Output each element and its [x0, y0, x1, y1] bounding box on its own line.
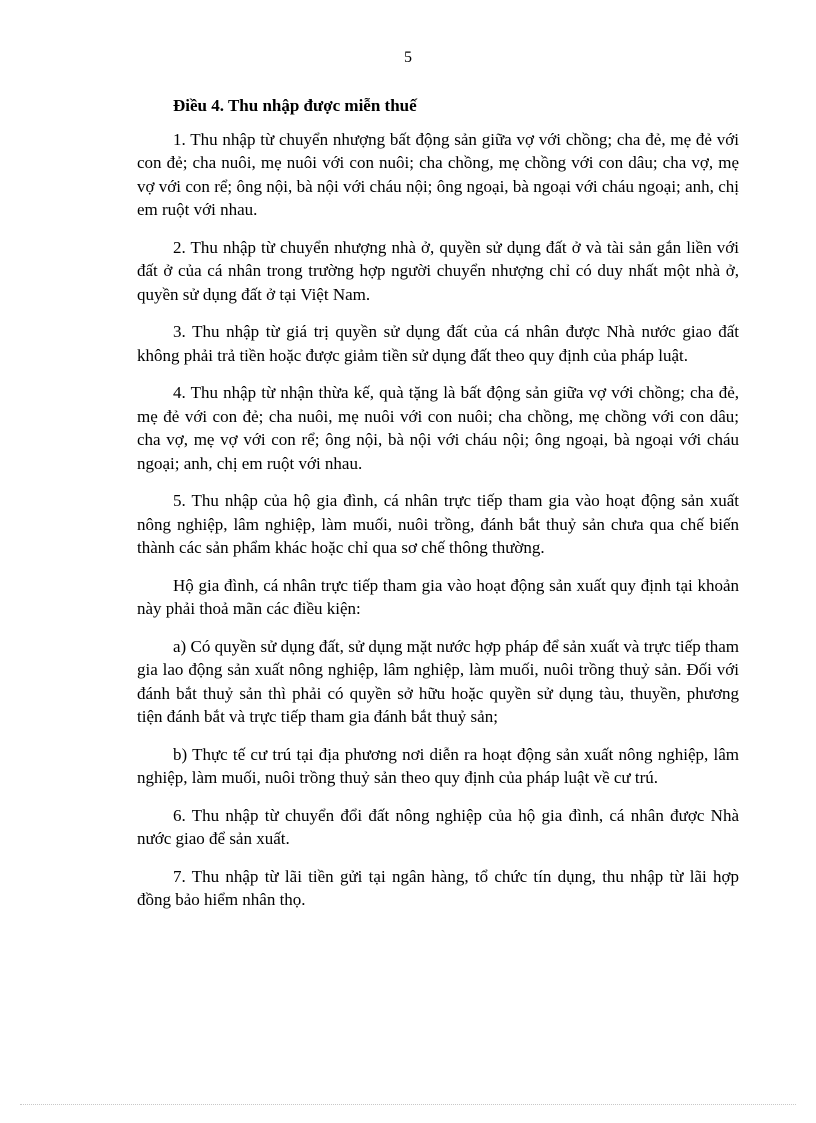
- clause-5-condition-b: b) Thực tế cư trú tại địa phương nơi diễn ra hoạt động sản xuất nông nghiệp, lâm nghiệp, làm muối, nuôi trồng thuỷ sản theo quy định của pháp luật về cư trú.: [137, 744, 739, 787]
- clause-3: 3. Thu nhập từ giá trị quyền sử dụng đất của cá nhân được Nhà nước giao đất không phải trả tiền hoặc được giảm tiền sử dụng đất theo quy định của pháp luật.: [137, 322, 739, 365]
- clause-7: 7. Thu nhập từ lãi tiền gửi tại ngân hàng, tổ chức tín dụng, thu nhập từ lãi hợp đồng bảo hiểm nhân thọ.: [137, 866, 739, 909]
- clause-5-condition-a: a) Có quyền sử dụng đất, sử dụng mặt nước hợp pháp để sản xuất và trực tiếp tham gia lao động sản xuất nông nghiệp, lâm nghiệp, làm muối, nuôi trồng thuỷ sản. Đối với đánh bắt thuỷ sản thì phải có quyền sở hữu hoặc quyền sử dụng tàu, thuyền, phương tiện đánh bắt và trực tiếp tham gia đánh bắt thuỷ sản;: [137, 636, 739, 726]
- clause-5: 5. Thu nhập của hộ gia đình, cá nhân trực tiếp tham gia vào hoạt động sản xuất nông nghiệp, lâm nghiệp, làm muối, nuôi trồng, đánh bắt thuỷ sản chưa qua chế biến thành các sản phẩm khác hoặc chỉ qua sơ chế thông thường.: [137, 491, 739, 557]
- page-number: 5: [404, 49, 412, 66]
- clause-2: 2. Thu nhập từ chuyển nhượng nhà ở, quyền sử dụng đất ở và tài sản gắn liền với đất ở của cá nhân trong trường hợp người chuyển nhượng chỉ có duy nhất một nhà ở, quyền sử dụng đất ở tại Việt Nam.: [137, 237, 739, 304]
- clause-5-conditions-intro: Hộ gia đình, cá nhân trực tiếp tham gia vào hoạt động sản xuất quy định tại khoản này phải thoả mãn các điều kiện:: [137, 575, 739, 618]
- clause-4: 4. Thu nhập từ nhận thừa kế, quà tặng là bất động sản giữa vợ với chồng; cha đẻ, mẹ đẻ với con đẻ; cha nuôi, mẹ nuôi với con nuôi; cha chồng, mẹ chồng với con dâu; cha vợ, mẹ vợ với con rể; ông nội, bà nội với cháu nội; ông ngoại, bà ngoại với cháu ngoại; anh, chị em ruột với nhau.: [137, 383, 739, 473]
- article-body: [137, 94, 739, 926]
- clause-1: 1. Thu nhập từ chuyển nhượng bất động sản giữa vợ với chồng; cha đẻ, mẹ đẻ với con đẻ; cha nuôi, mẹ nuôi với con nuôi; cha chồng, mẹ chồng với con dâu; cha vợ, mẹ vợ với con rể; ông nội, bà nội với cháu nội; ông ngoại, bà ngoại với cháu ngoại; anh, chị em ruột với nhau.: [137, 129, 739, 219]
- clause-6: 6. Thu nhập từ chuyển đổi đất nông nghiệp của hộ gia đình, cá nhân được Nhà nước giao để sản xuất.: [137, 805, 739, 848]
- article-heading: Điều 4. Thu nhập được miễn thuế: [173, 96, 417, 115]
- page-bottom-divider: [20, 1104, 796, 1105]
